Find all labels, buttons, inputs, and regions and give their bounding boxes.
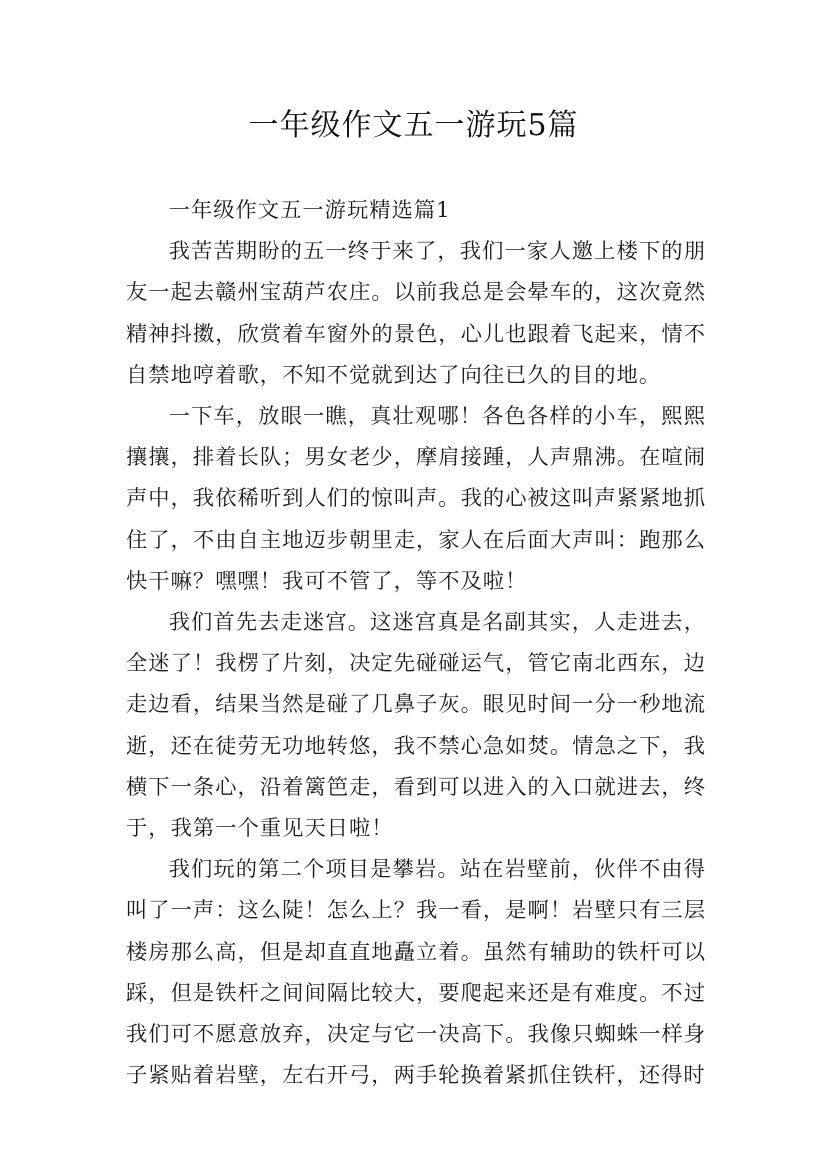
document-body [126, 190, 706, 1096]
paragraph-3: 我们首先去走迷宫。这迷宫真是名副其实，人走进去，全迷了！我楞了片刻，决定先碰碰运气，管它南北西东，边走边看，结果当然是碰了几鼻子灰。眼见时间一分一秒地流逝，还在徒劳无功地转悠，我不禁心急如焚。情急之下，我横下一条心，沿着篱笆走，看到可以进入的入口就进去，终于，我第一个重见天日啦！ [126, 610, 706, 842]
paragraph-2: 一下车，放眼一瞧，真壮观哪！各色各样的小车，熙熙攘攘，排着长队；男女老少，摩肩接踵，人声鼎沸。在喧闹声中，我依稀听到人们的惊叫声。我的心被这叫声紧紧地抓住了，不由自主地迈步朝里走，家人在后面大声叫：跑那么快干嘛？嘿嘿！我可不管了，等不及啦！ [126, 404, 706, 594]
document-title: 一年级作文五一游玩5篇 [248, 108, 579, 143]
paragraph-4: 我们玩的第二个项目是攀岩。站在岩壁前，伙伴不由得叫了一声：这么陡！怎么上？我一看，是啊！岩壁只有三层楼房那么高，但是却直直地矗立着。虽然有辅助的铁杆可以踩，但是铁杆之间间隔比较大，要爬起来还是有难度。不过我们可不愿意放弃，决定与它一决高下。我像只蜘蛛一样身子紧贴着岩壁，左右开弓，两手轮换着紧抓住铁杆，还得时 [126, 857, 706, 1089]
section-heading: 一年级作文五一游玩精选篇1 [168, 198, 451, 223]
paragraph-1: 我苦苦期盼的五一终于来了，我们一家人邀上楼下的朋友一起去赣州宝葫芦农庄。以前我总是会晕车的，这次竟然精神抖擞，欣赏着车窗外的景色，心儿也跟着飞起来，情不自禁地哼着歌，不知不觉就到达了向往已久的目的地。 [126, 239, 706, 388]
